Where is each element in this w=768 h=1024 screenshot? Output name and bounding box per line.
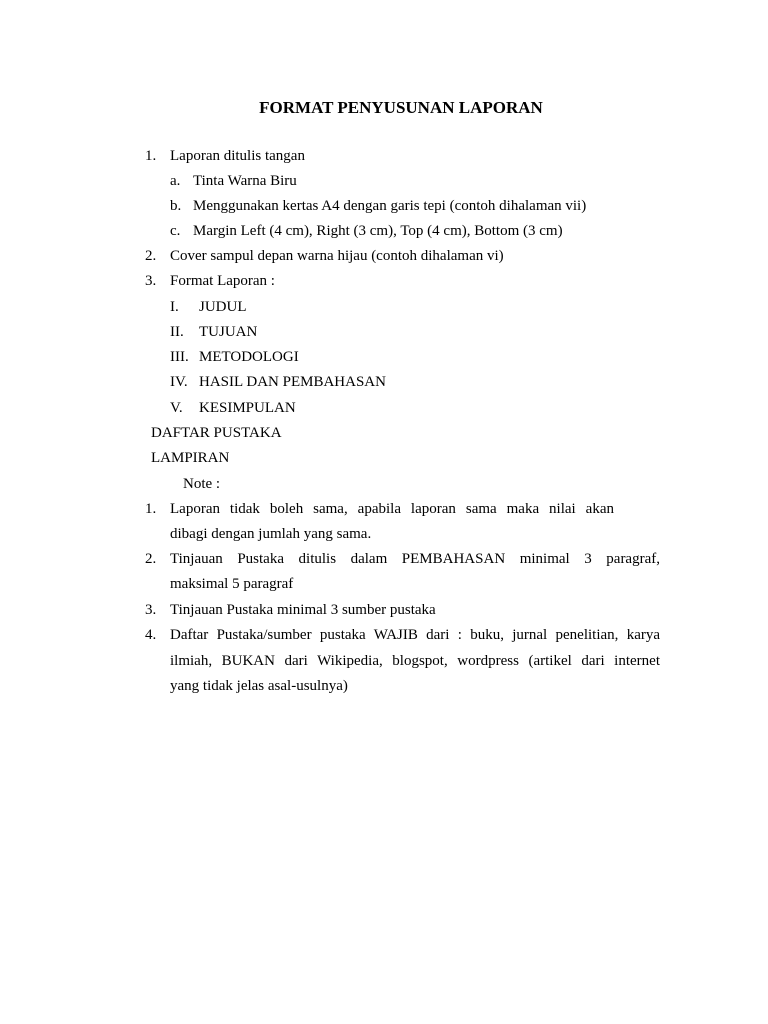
list-item: Cover sampul depan warna hijau (contoh dihalaman vi) bbox=[170, 248, 504, 264]
sublist-item: Tinta Warna Biru bbox=[193, 173, 297, 189]
note-label: Note : bbox=[183, 476, 221, 492]
note-line: Daftar Pustaka/sumber pustaka WAJIB dari : buku, jurnal penelitian, karya bbox=[170, 627, 660, 643]
note-line: Tinjauan Pustaka ditulis dalam PEMBAHASAN minimal 3 paragraf, bbox=[170, 551, 660, 567]
sublist-letter: b. bbox=[170, 198, 182, 214]
roman-item: TUJUAN bbox=[199, 324, 258, 340]
sublist-letter: c. bbox=[170, 223, 181, 239]
roman-item: HASIL DAN PEMBAHASAN bbox=[199, 374, 386, 390]
note-line: Tinjauan Pustaka minimal 3 sumber pustaka bbox=[170, 602, 436, 618]
roman-number: II. bbox=[170, 324, 184, 340]
list-number: 1. bbox=[145, 148, 157, 164]
list-number: 2. bbox=[145, 248, 157, 264]
roman-number: IV. bbox=[170, 374, 188, 390]
note-number: 2. bbox=[145, 551, 157, 567]
lampiran-heading: LAMPIRAN bbox=[151, 450, 230, 466]
list-item: Laporan ditulis tangan bbox=[170, 148, 305, 164]
roman-number: V. bbox=[170, 400, 183, 416]
roman-number: III. bbox=[170, 349, 189, 365]
note-line: yang tidak jelas asal-usulnya) bbox=[170, 678, 348, 694]
note-line: ilmiah, BUKAN dari Wikipedia, blogspot, wordpress (artikel dari internet bbox=[170, 653, 660, 669]
note-line: maksimal 5 paragraf bbox=[170, 576, 294, 592]
note-number: 1. bbox=[145, 501, 157, 517]
sublist-letter: a. bbox=[170, 173, 181, 189]
note-line: Laporan tidak boleh sama, apabila laporan sama maka nilai akan bbox=[170, 501, 614, 517]
list-item: Format Laporan : bbox=[170, 273, 275, 289]
roman-item: METODOLOGI bbox=[199, 349, 299, 365]
roman-item: JUDUL bbox=[199, 299, 247, 315]
roman-item: KESIMPULAN bbox=[199, 400, 296, 416]
sublist-item: Margin Left (4 cm), Right (3 cm), Top (4 cm), Bottom (3 cm) bbox=[193, 223, 563, 239]
list-number: 3. bbox=[145, 273, 157, 289]
note-number: 4. bbox=[145, 627, 157, 643]
roman-number: I. bbox=[170, 299, 179, 315]
daftar-pustaka-heading: DAFTAR PUSTAKA bbox=[151, 425, 282, 441]
note-line: dibagi dengan jumlah yang sama. bbox=[170, 526, 372, 542]
sublist-item: Menggunakan kertas A4 dengan garis tepi (contoh dihalaman vii) bbox=[193, 198, 587, 214]
note-number: 3. bbox=[145, 602, 157, 618]
document-title: FORMAT PENYUSUNAN LAPORAN bbox=[259, 98, 543, 117]
